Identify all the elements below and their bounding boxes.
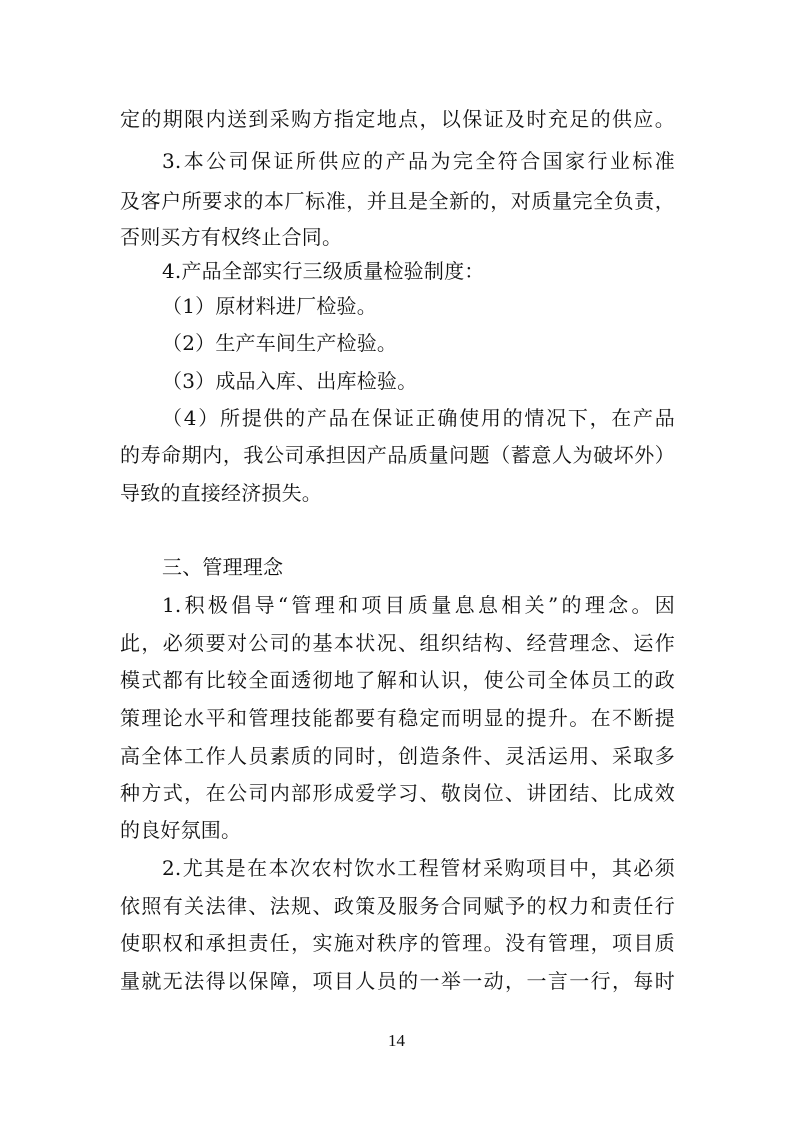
body-text-line: 种方式，在公司内部形成爱学习、敬岗位、讲团结、比成效 — [120, 781, 675, 805]
sub-item-4: （4）所提供的产品在保证正确使用的情况下，在产品 — [162, 406, 675, 430]
body-text-line: 此，必须要对公司的基本状况、组织结构、经营理念、运作 — [120, 631, 675, 655]
paragraph-item-4: 4.产品全部实行三级质量检验制度： — [162, 259, 485, 283]
paragraph-item-3: 3.本公司保证所供应的产品为完全符合国家行业标准 — [162, 149, 675, 173]
paragraph-item-2: 2.尤其是在本次农村饮水工程管材采购项目中，其必须 — [162, 856, 675, 880]
paragraph-item-1: 1.积极倡导“管理和项目质量息息相关”的理念。因 — [162, 593, 675, 617]
sub-item-2: （2）生产车间生产检验。 — [162, 331, 398, 355]
body-text-line: 的良好氛围。 — [120, 818, 242, 842]
sub-item-1: （1）原材料进厂检验。 — [162, 294, 377, 318]
body-text-line: 使职权和承担责任，实施对秩序的管理。没有管理，项目质 — [120, 931, 675, 955]
body-text-line: 策理论水平和管理技能都要有稳定而明显的提升。在不断提 — [120, 706, 675, 730]
body-text-line: 否则买方有权终止合同。 — [120, 225, 343, 249]
body-text-line: 量就无法得以保障，项目人员的一举一动，一言一行，每时 — [120, 969, 675, 993]
body-text-line: 依照有关法律、法规、政策及服务合同赋予的权力和责任行 — [120, 894, 675, 918]
body-text-line: 模式都有比较全面透彻地了解和认识，使公司全体员工的政 — [120, 668, 675, 692]
body-text-line: 定的期限内送到采购方指定地点，以保证及时充足的供应。 — [120, 107, 675, 131]
body-text-line: 导致的直接经济损失。 — [120, 481, 322, 505]
sub-item-3: （3）成品入库、出库检验。 — [162, 369, 418, 393]
body-text-line: 及客户所要求的本厂标准，并且是全新的，对质量完全负责， — [120, 189, 675, 213]
section-heading: 三、管理理念 — [162, 555, 284, 579]
body-text-line: 的寿命期内，我公司承担因产品质量问题（蓄意人为破坏外） — [120, 443, 675, 467]
page-number: 14 — [388, 1031, 405, 1050]
body-text-line: 高全体工作人员素质的同时，创造条件、灵活运用、采取多 — [120, 744, 675, 768]
